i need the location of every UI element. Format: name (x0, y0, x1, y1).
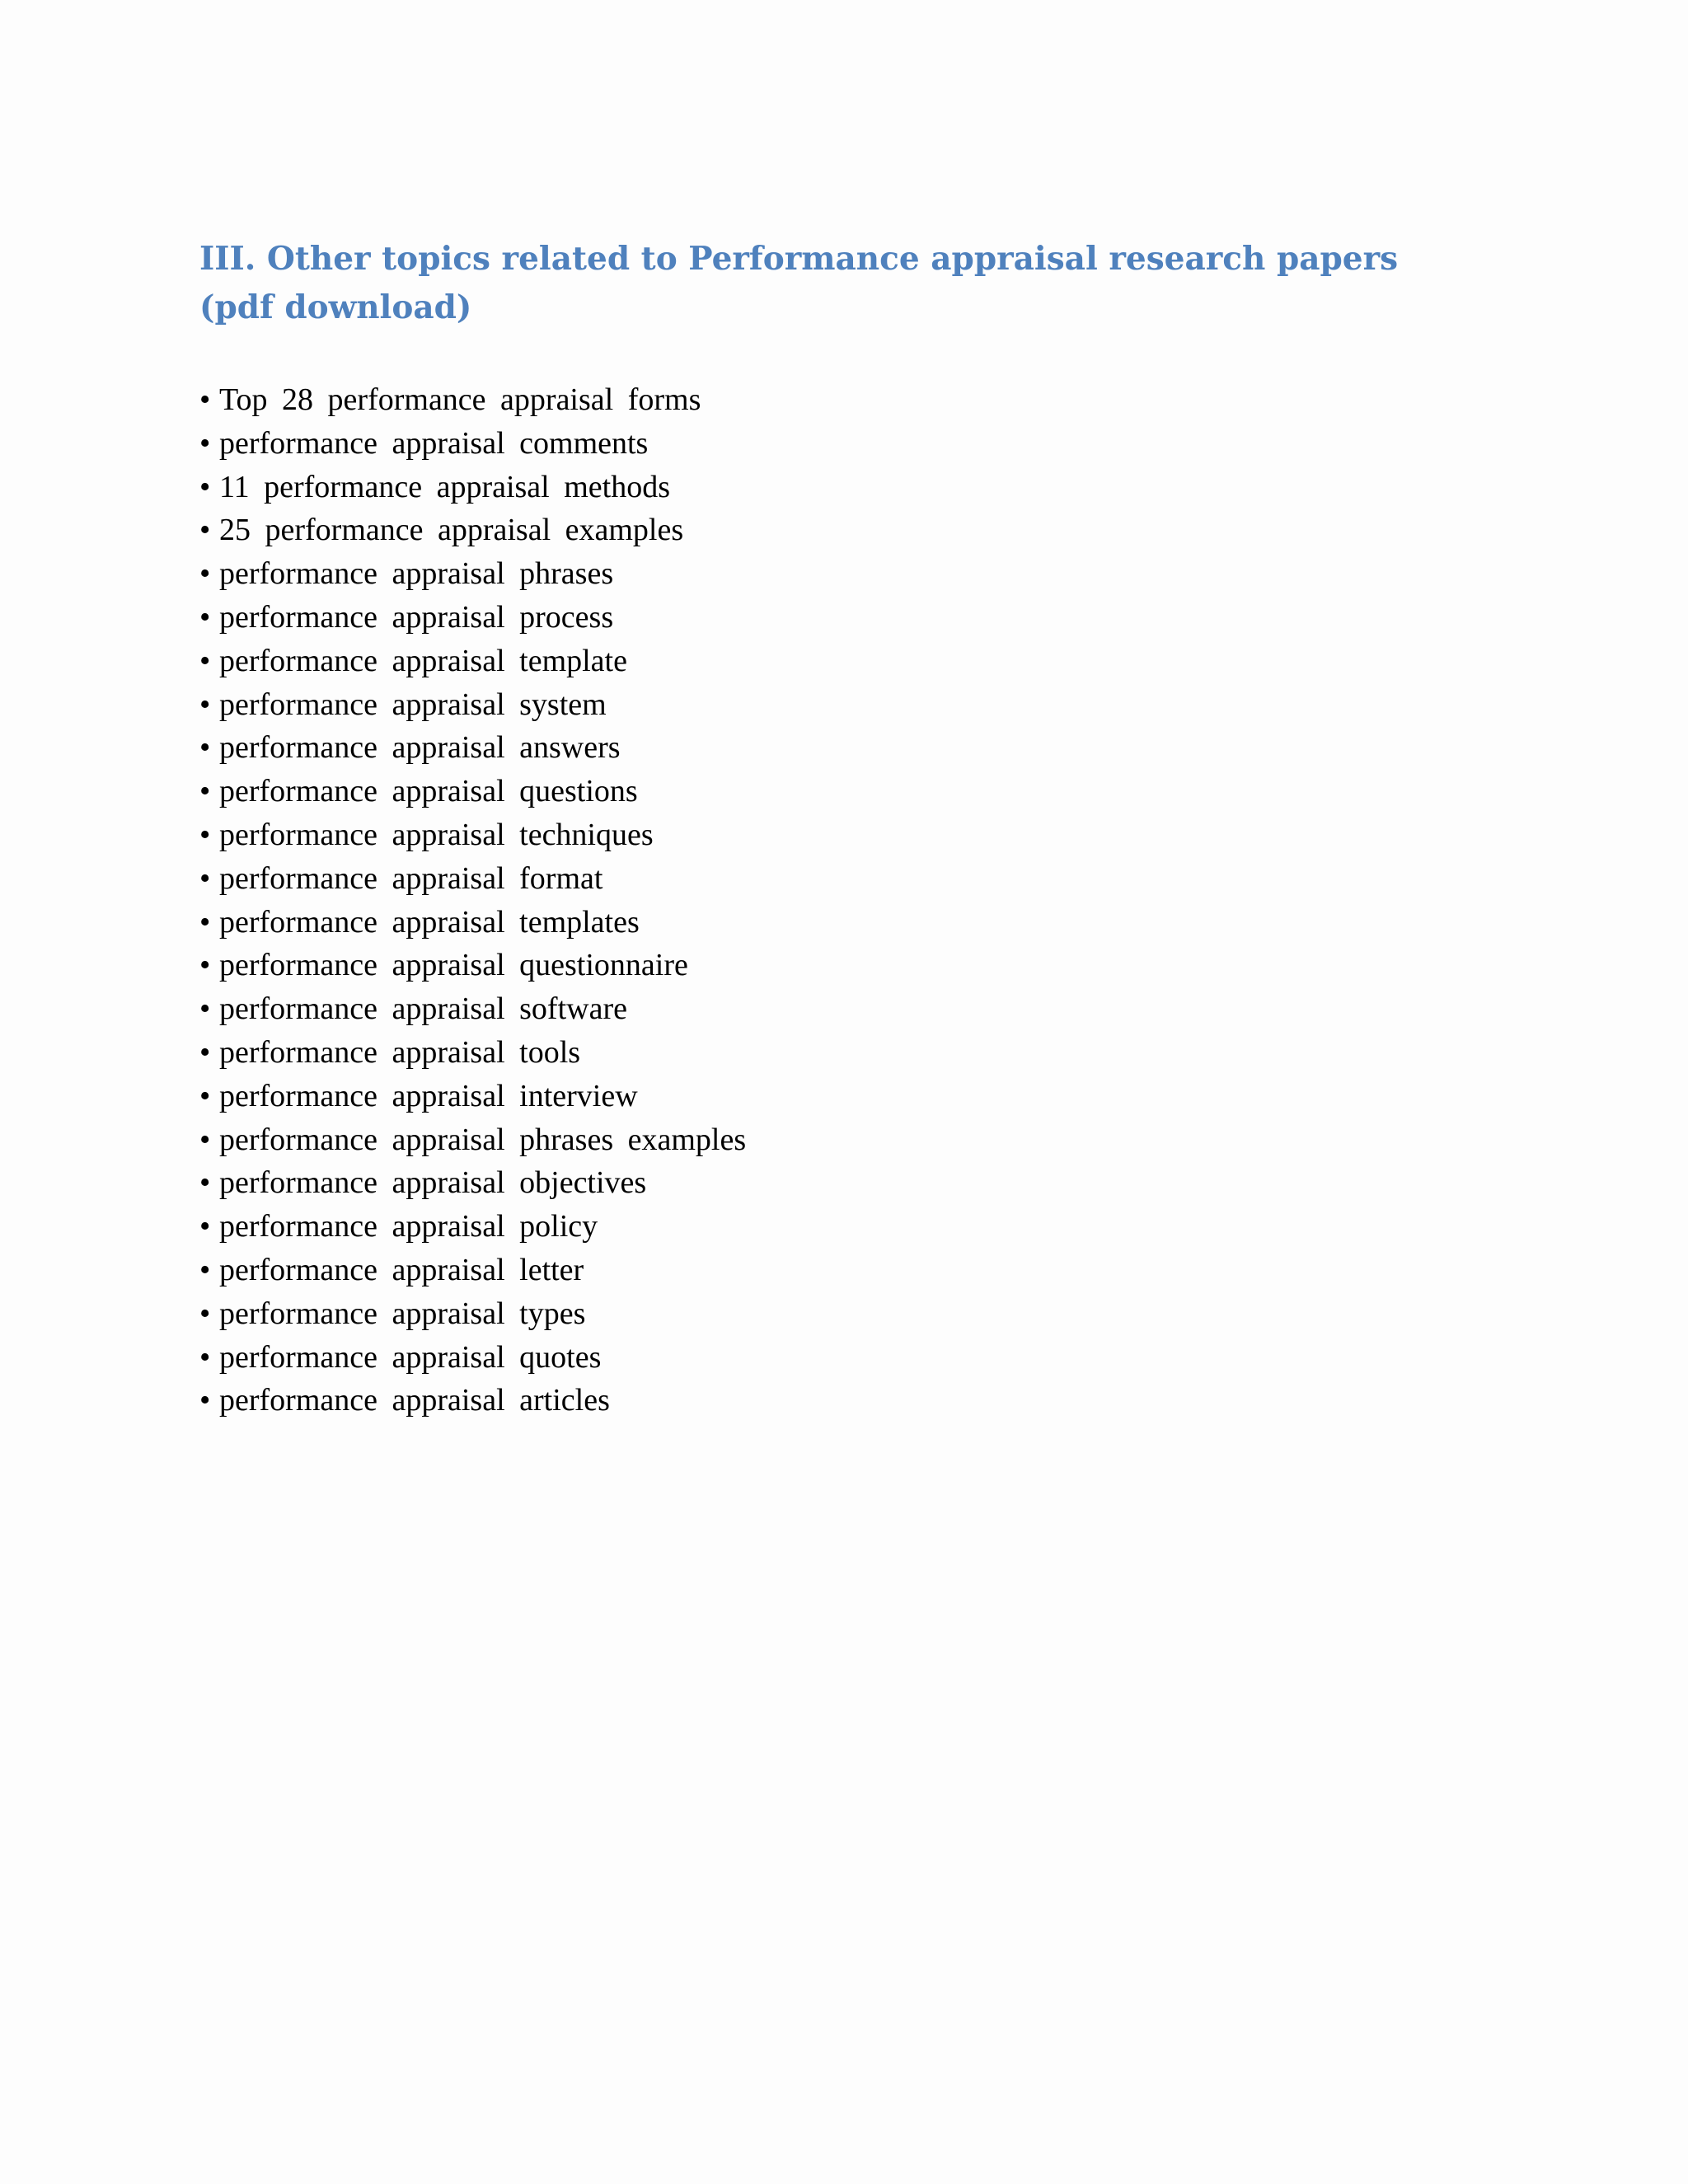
list-item-text: performance appraisal objectives (219, 1165, 647, 1201)
bullet-icon: • (199, 948, 211, 983)
bullet-icon: • (199, 817, 211, 852)
bullet-icon: • (199, 860, 211, 896)
list-item-text: performance appraisal comments (219, 425, 649, 461)
list-item (199, 1075, 746, 1118)
list-item (199, 1205, 746, 1249)
bullet-icon: • (199, 556, 211, 592)
list-item-text: performance appraisal questionnaire (219, 948, 688, 983)
bullet-icon: • (199, 1209, 211, 1244)
bullet-icon: • (199, 1122, 211, 1157)
list-item-text: 11 performance appraisal methods (219, 469, 671, 504)
list-item (199, 901, 746, 944)
list-item (199, 1031, 746, 1075)
list-item (199, 1336, 746, 1380)
section-heading: III. Other topics related to Performance appraisal research papers (pdf download) (199, 240, 1399, 326)
list-item (199, 726, 746, 770)
bullet-icon: • (199, 1165, 211, 1201)
list-item-text: performance appraisal answers (219, 730, 621, 766)
list-item-text: performance appraisal tools (219, 1034, 581, 1070)
list-item (199, 640, 746, 683)
list-item (199, 683, 746, 727)
list-item (199, 770, 746, 813)
bullet-icon: • (199, 1034, 211, 1070)
bullet-icon: • (199, 1078, 211, 1113)
list-item (199, 466, 746, 509)
list-item (199, 378, 746, 422)
bullet-icon: • (199, 513, 211, 548)
list-item (199, 509, 746, 552)
list-item-text: performance appraisal letter (219, 1252, 584, 1287)
list-item-text: performance appraisal quotes (219, 1339, 602, 1375)
bullet-icon: • (199, 1383, 211, 1418)
list-item-text: performance appraisal software (219, 991, 627, 1027)
bullet-icon: • (199, 425, 211, 461)
list-item-text: performance appraisal questions (219, 774, 638, 809)
list-item-text: performance appraisal system (219, 687, 607, 722)
list-item-text: performance appraisal templates (219, 904, 640, 940)
list-item (199, 987, 746, 1031)
bullet-icon: • (199, 904, 211, 940)
bullet-icon: • (199, 599, 211, 635)
list-item (199, 944, 746, 987)
bullet-icon: • (199, 730, 211, 766)
list-item (199, 1379, 746, 1422)
bullet-icon: • (199, 774, 211, 809)
list-item (199, 813, 746, 857)
list-item-text: performance appraisal techniques (219, 817, 654, 852)
bullet-icon: • (199, 382, 211, 417)
list-item (199, 422, 746, 466)
list-item (199, 552, 746, 596)
bullet-icon: • (199, 1252, 211, 1287)
list-item (199, 596, 746, 640)
bullet-icon: • (199, 643, 211, 678)
list-item-text: performance appraisal phrases examples (219, 1122, 747, 1157)
list-item-text: performance appraisal template (219, 643, 627, 678)
list-item-text: performance appraisal phrases (219, 556, 614, 592)
list-item (199, 1118, 746, 1162)
bullet-icon: • (199, 687, 211, 722)
list-item-text: performance appraisal articles (219, 1383, 610, 1418)
related-topics-list (199, 378, 746, 1422)
list-item-text: performance appraisal types (219, 1296, 586, 1331)
list-item-text: performance appraisal process (219, 599, 614, 635)
bullet-icon: • (199, 991, 211, 1027)
list-item-text: performance appraisal format (219, 860, 603, 896)
list-item (199, 1292, 746, 1336)
list-item-text: Top 28 performance appraisal forms (219, 382, 701, 417)
list-item-text: 25 performance appraisal examples (219, 513, 684, 548)
bullet-icon: • (199, 469, 211, 504)
bullet-icon: • (199, 1296, 211, 1331)
list-item-text: performance appraisal policy (219, 1209, 598, 1244)
list-item (199, 857, 746, 901)
bullet-icon: • (199, 1339, 211, 1375)
list-item (199, 1161, 746, 1205)
list-item (199, 1249, 746, 1292)
list-item-text: performance appraisal interview (219, 1078, 638, 1113)
